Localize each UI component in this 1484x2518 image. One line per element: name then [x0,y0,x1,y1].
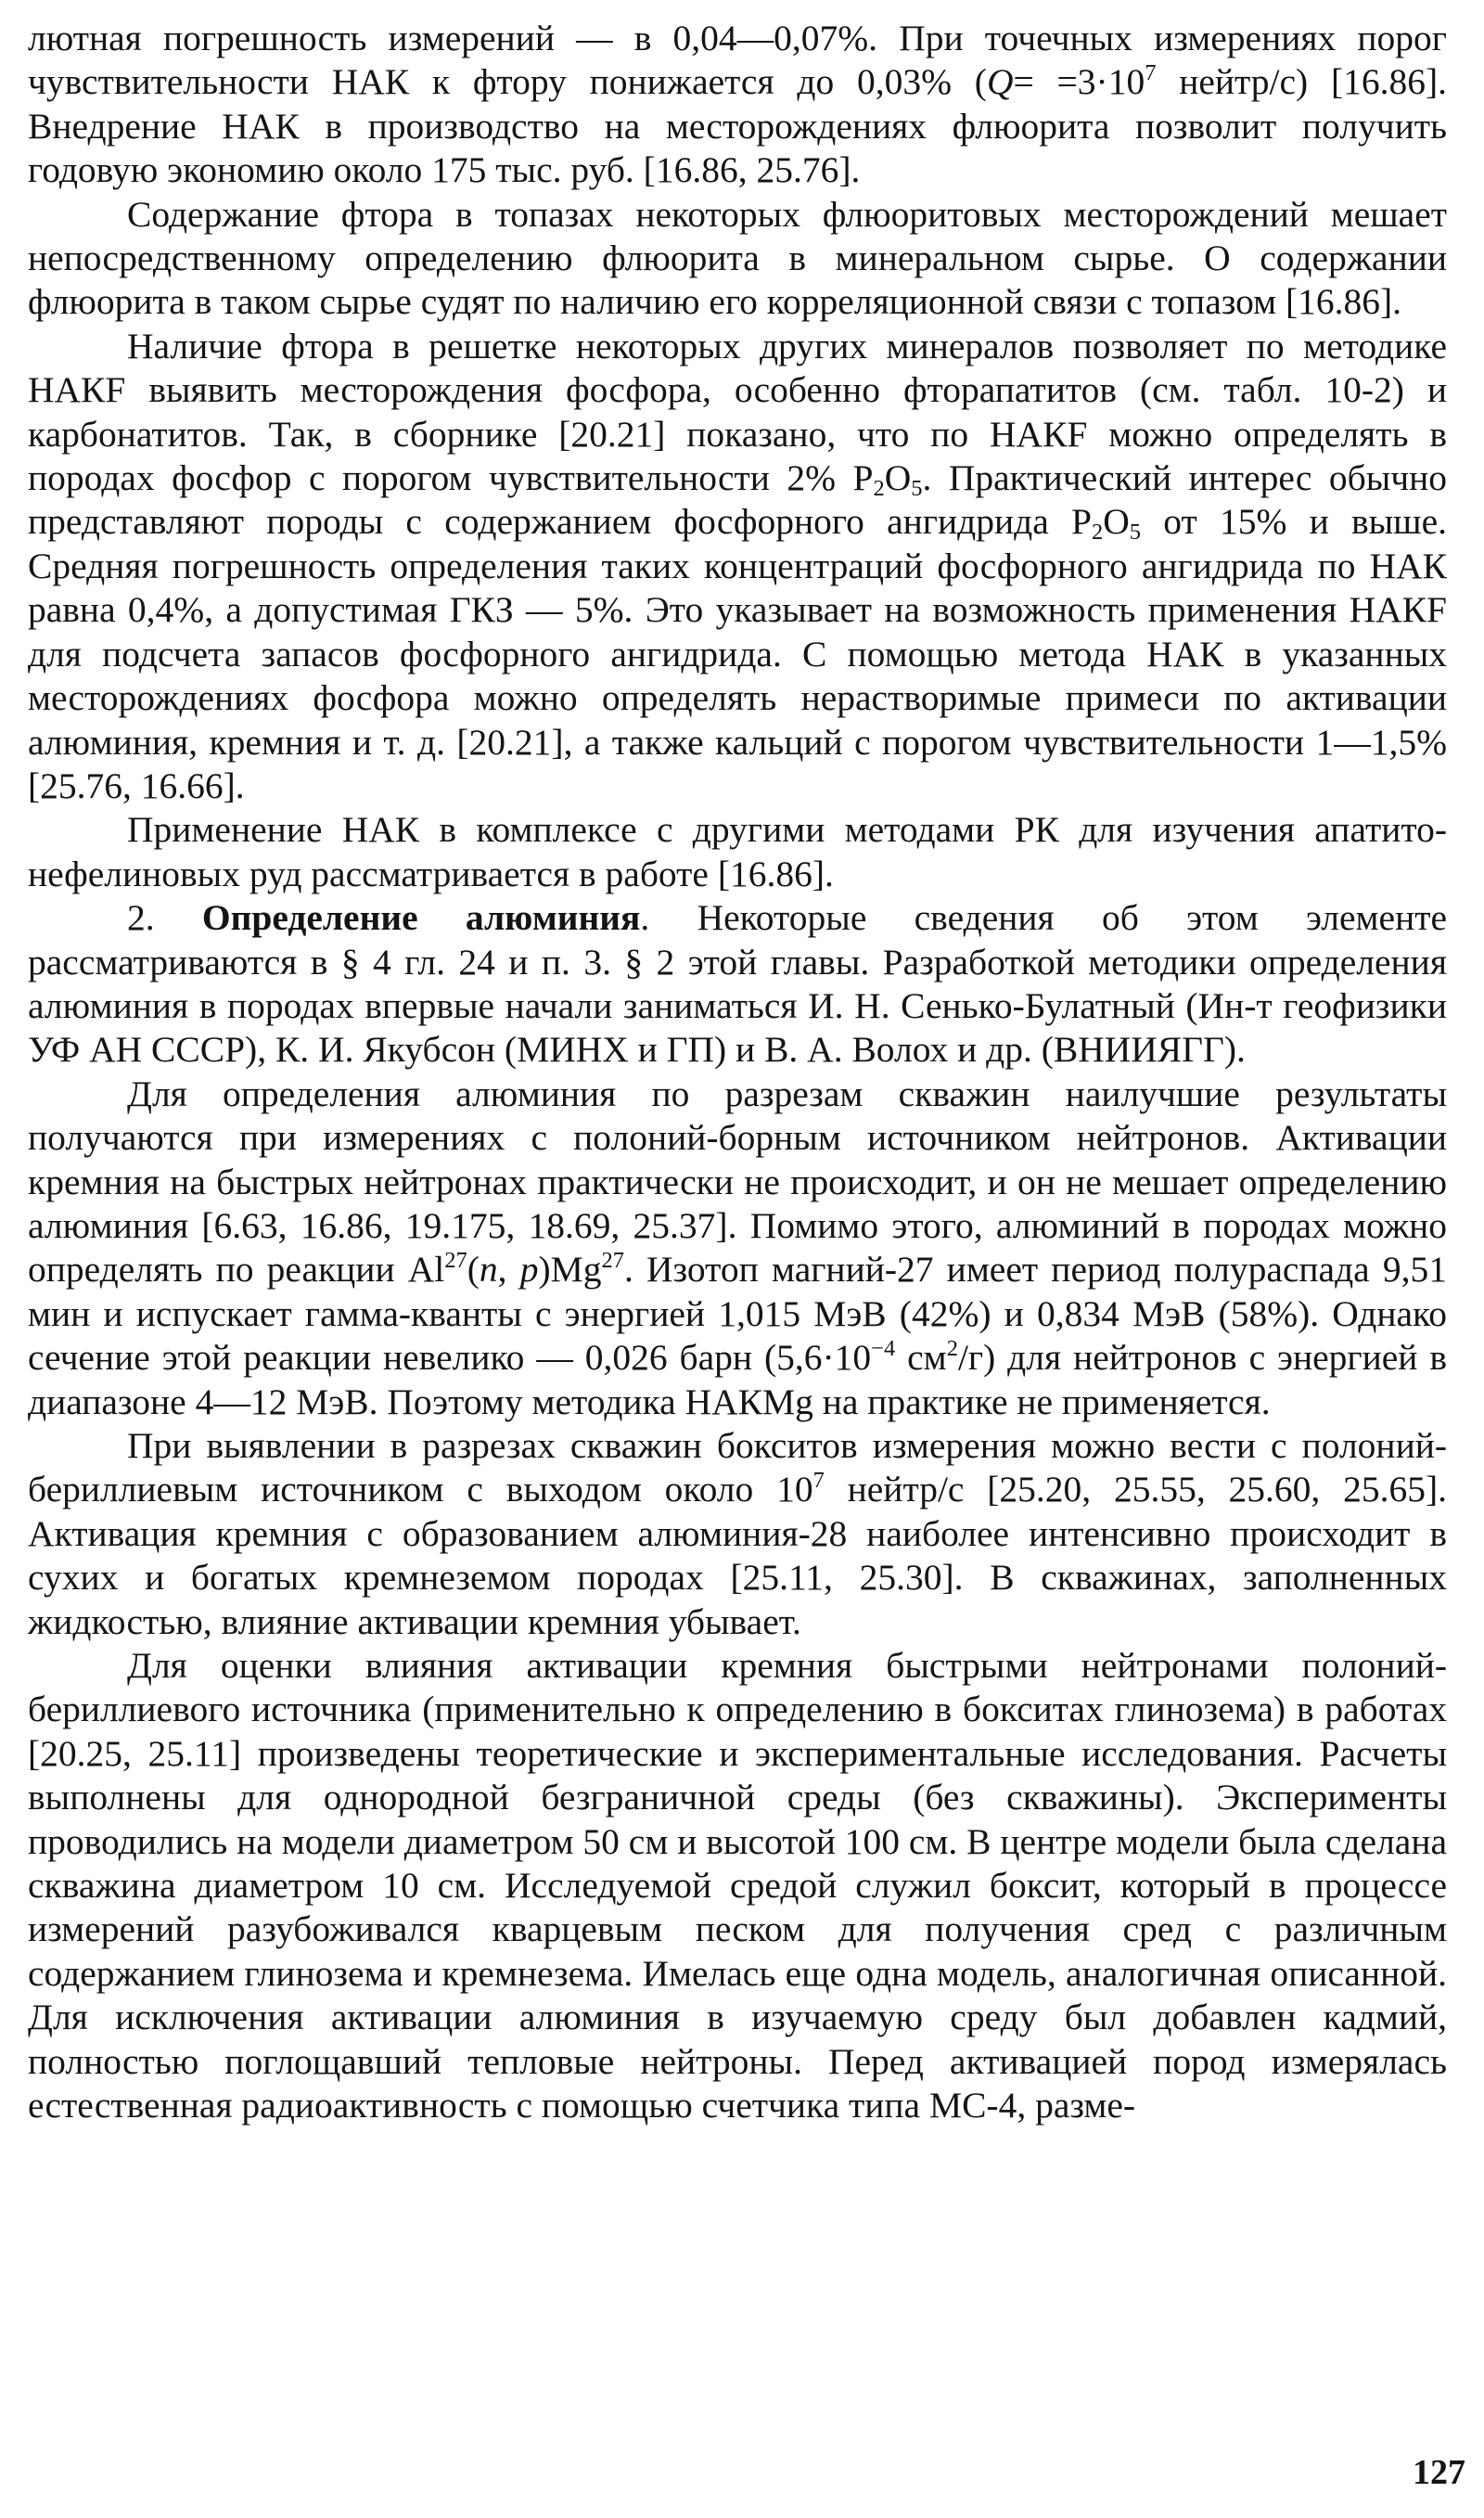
text-run: Для определения алюминия по разрезам скважин наилучшие результаты получаются при измерениях с полоний-борным источником нейтронов. Активации кремния на быстрых нейтронах практически не происходит, и он не мешает определению алюминия [6.63, 16.86, 19.175, 18.69, 25.37]. Помимо этого, алюминий в породах можно определять по реакции Al [28,1073,1447,1291]
text-run: 5 [911,476,923,502]
text-run: от 15% и выше. Средняя погрешность определения таких концентраций фосфорного ангидрида по НАК равна 0,4%, а допустимая ГКЗ — 5%. Это указывает на возможность применения НАКF для подсчета запасов фосфорного ангидрида. С помощью метода НАК в указанных месторождениях фосфора можно определять нерастворимые примеси по активации алюминия, кремния и т. д. [20.21], а также кальций с порогом чувствительности 1—1,5% [25.76, 16.66]. [28,501,1448,806]
text-run: лютная погрешность измерений — в 0,04—0,07%. При точечных измерениях порог чувствительности НАК к фтору понижается до 0,03% ( [28,18,1447,103]
paragraph-aluminium-heading [28,896,1447,1073]
text-run: нейтр/с) [16.86]. Внедрение НАК в производство на месторождениях флюорита позволит получить годовую экономию около 175 тыс. руб. [16.86, 25.76]. [28,61,1447,191]
paragraph-topaz [28,193,1447,325]
text-run: . Изотоп магний-27 имеет период полураспада 9,51 мин и испускает гамма-кванты с энергией 1,015 МэВ (42%) и 0,834 МэВ (58%). Однако сечение этой реакции невелико — 0,026 барн (5,6·10 [28,1249,1448,1379]
text-run: ( [467,1249,480,1291]
text-run: 2. [127,897,202,939]
paragraph-bauxite [28,1424,1447,1644]
text-run: Наличие фтора в решетке некоторых других минералов позволяет по методике НАКF выявить месторождения фосфора, особенно фторапатитов (см. табл. 10-2) и карбонатитов. Так, в сборнике [20.21] показано, что по НАКF можно определять в породах фосфор с порогом чувствительности 2% P [28,325,1447,499]
text-run: −4 [871,1336,896,1362]
text-run: Содержание фтора в топазах некоторых флюоритовых месторождений мешает непосредственному определению флюорита в минеральном сырье. О содержании флюорита в таком сырье судят по наличию его корреляционной связи с топазом [16.86]. [28,193,1447,323]
text-run: Применение НАК в комплексе с другими методами РК для изучения апатито-нефелиновых руд рассматривается в работе [16.86]. [28,809,1447,894]
text-run: 2 [946,1336,958,1362]
page-body [28,17,1447,2128]
paragraph-apatite [28,808,1447,896]
text-run: O [884,457,912,499]
text-run: При выявлении в разрезах скважин бокситов измерения можно вести с полоний-бериллиевым источником с выходом около 10 [28,1425,1447,1510]
text-run: 27 [444,1248,467,1274]
text-run: 5 [1129,520,1141,546]
text-run: Определение алюминия [201,897,641,939]
page-number: 127 [1413,2453,1465,2492]
text-run: см [895,1337,947,1379]
text-run: 7 [812,1468,825,1494]
text-run: , [497,1249,520,1291]
paragraph-silicon-activation [28,1644,1447,2127]
text-run: Для оценки влияния активации кремния быстрыми нейтронами полоний-бериллиевого источника (применительно к определению в бокситах глинозема) в работах [20.25, 25.11] произведены теоретические и экспериментальные исследования. Расчеты выполнены для однородной безграничной среды (без скважины). Эксперименты проводились на модели диаметром 50 см и высотой 100 см. В центре модели была сделана скважина диаметром 10 см. Исследуемой средой служил боксит, который в процессе измерений разубоживался кварцевым песком для получения сред с различным содержанием глинозема и кремнезема. Имелась еще одна модель, аналогичная описанной. Для исключения активации алюминия в изучаемую среду был добавлен кадмий, полностью поглощавший тепловые нейтроны. Перед активацией пород измерялась естественная радиоактивность с помощью счетчика типа МС-4, разме- [28,1645,1447,2126]
text-run: = =3·10 [1013,61,1145,103]
text-run: O [1103,501,1130,543]
paragraph-aluminium-method [28,1073,1447,1424]
text-run: . Практический интерес обычно представляют породы с содержанием фосфорного ангидрида P [28,457,1447,543]
paragraph-phosphorus [28,325,1447,808]
text-run: нейтр/с [25.20, 25.55, 25.60, 25.65]. Активация кремния с образованием алюминия-28 наиболее интенсивно происходит в сухих и богатых кремнеземом породах [25.11, 25.30]. В скважинах, заполненных жидкостью, влияние активации кремния убывает. [28,1469,1447,1642]
text-run: p [519,1249,539,1291]
text-run: 27 [601,1248,624,1274]
text-run: n [479,1249,498,1291]
text-run: /г) для нейтронов с энергией в диапазоне 4—12 МэВ. Поэтому методика НАКMg на практике не применяется. [28,1337,1447,1422]
text-run: )Mg [538,1249,602,1291]
paragraph-fluorine-error [28,17,1447,193]
text-run: 2 [873,476,885,502]
text-run: 2 [1091,520,1104,546]
text-run: . Некоторые сведения об этом элементе рассматриваются в § 4 гл. 24 и п. 3. § 2 этой главы. Разработкой методики определения алюминия в породах впервые начали заниматься И. Н. Сенько-Булатный (Ин-т геофизики УФ АН СССР), К. И. Якубсон (МИНХ и ГП) и В. А. Волох и др. (ВНИИЯГГ). [28,897,1447,1071]
text-run: 7 [1145,60,1157,86]
text-run: Q [986,61,1014,103]
